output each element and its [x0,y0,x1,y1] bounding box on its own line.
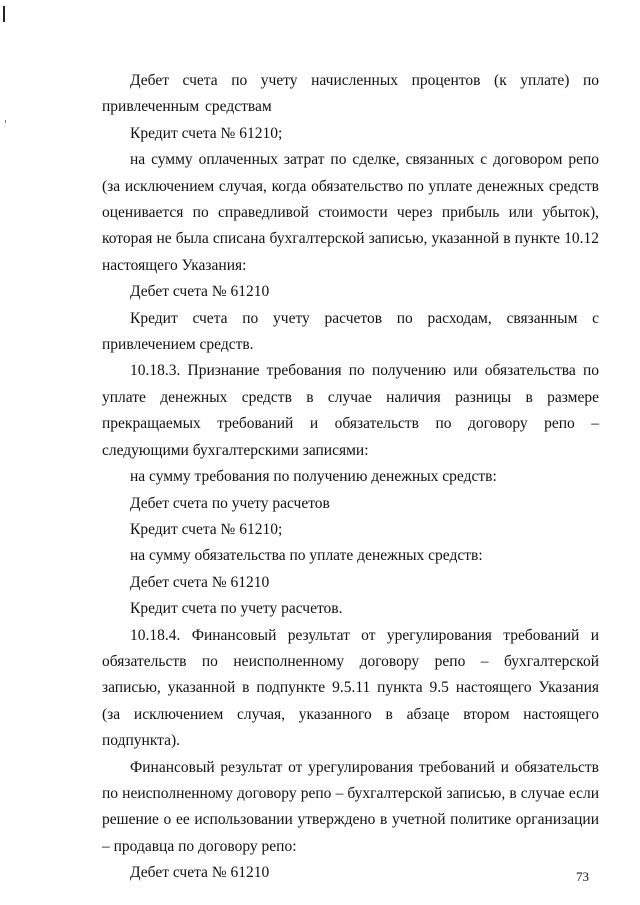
paragraph-obligation-amount: на сумму обязательства по уплате денежных средств: [130,547,483,565]
paragraph-debit-61210-c: Дебет счета № 61210 [130,864,270,882]
paragraph-credit-61210-a: Кредит счета № 61210; [130,124,283,142]
paragraph-credit-61210-b: Кредит счета № 61210; [130,520,283,538]
paragraph-credit-settlements: Кредит счета по учету расчетов. [130,600,343,618]
paragraph-transaction-costs: на сумму оплаченных затрат по сделке, связанных с договором репо (за исключением случая, когда обязательство по уплате денежных средств оценивается по справедливой стоимости через прибыль или убыток), которая не была списана бухгалтерской записью, указанной в пункте 10.12 настоящего Указания: [102,151,599,274]
margin-scan-mark [3,6,5,22]
paragraph-debit-61210-a: Дебет счета № 61210 [130,283,270,301]
page-number: 73 [576,869,589,884]
paragraph-section-10-18-4: 10.18.4. Финансовый результат от урегулирования требований и обязательств по неисполненному договору репо – бухгалтерской записью, указанной в подпункте 9.5.11 пункта 9.5 настоящего Указания (за исключением случая, указанного в абзаце втором настоящего подпункта). [102,626,599,750]
paragraph-debit-61210-b: Дебет счета № 61210 [130,573,270,591]
paragraph-debit-interest: Дебет счета по учету начисленных процентов (к уплате) по привлеченным средствам [102,72,599,116]
paragraph-credit-expenses: Кредит счета по учету расчетов по расходам, связанным с привлечением средств. [102,309,599,354]
paragraph-claim-amount: на сумму требования по получению денежных средств: [130,468,497,486]
paragraph-section-10-18-3: 10.18.3. Признание требования по получению или обязательства по уплате денежных средств в случае наличия разницы в размере прекращаемых требований и обязательств по договору репо – следующими бухгалтерскими записями: [102,362,599,459]
document-page [102,68,599,887]
margin-scan-dot [5,120,6,123]
paragraph-financial-result: Финансовый результат от урегулирования требований и обязательств по неисполненному договору репо – бухгалтерской записью, в случае если решение о ее использовании утверждено в учетной политике организации – продавца по договору репо: [102,758,599,855]
paragraph-debit-settlements: Дебет счета по учету расчетов [130,494,330,512]
